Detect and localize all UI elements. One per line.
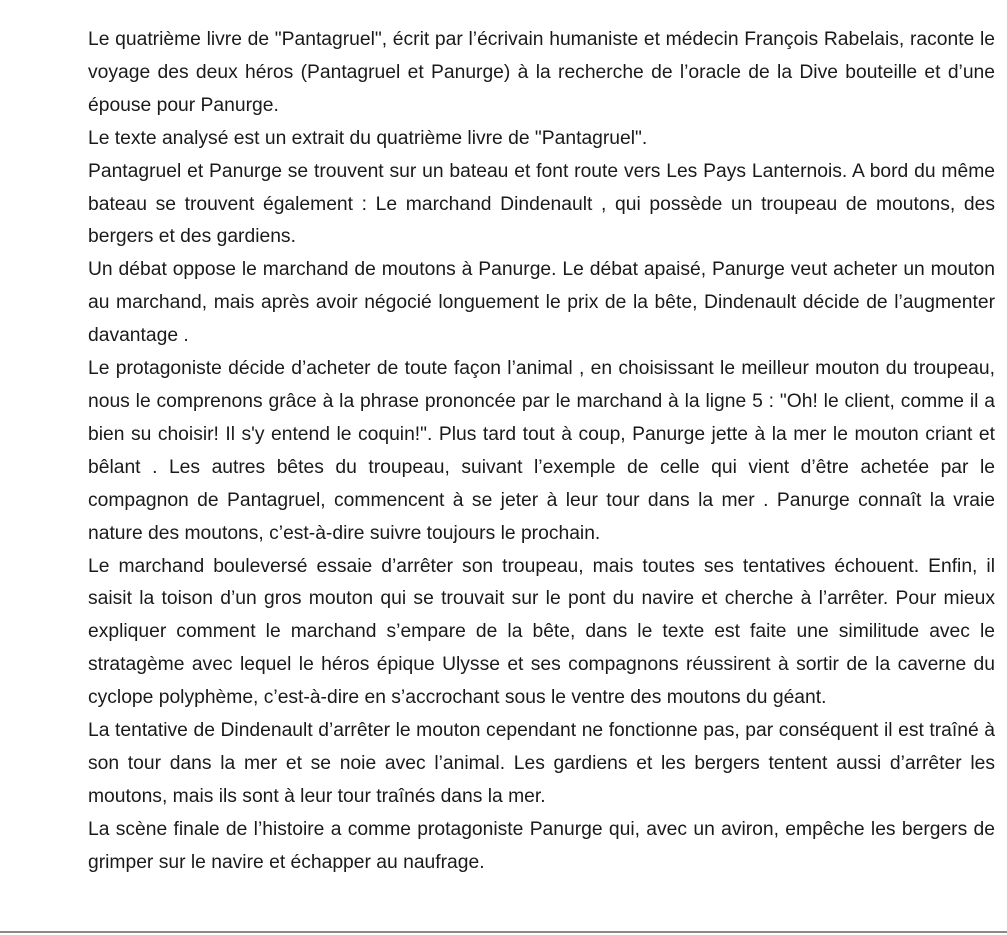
paragraph-setting: Pantagruel et Panurge se trouvent sur un bateau et font route vers Les Pays Lanternois. A bord du même bateau se trouvent également : Le marchand Dindenault , qui possède un troupeau de moutons, des bergers et des gardiens. bbox=[88, 160, 995, 248]
page-bottom-divider bbox=[0, 931, 1007, 933]
document-body bbox=[88, 24, 995, 880]
paragraph-drowning: La tentative de Dindenault d’arrêter le mouton cependant ne fonctionne pas, par conséquent il est traîné à son tour dans la mer et se noie avec l’animal. Les gardiens et les bergers tentent aussi d’arrêter les moutons, mais ils sont à leur tour traînés dans la mer. bbox=[88, 720, 995, 807]
paragraph-debate: Un débat oppose le marchand de moutons à Panurge. Le débat apaisé, Panurge veut acheter un mouton au marchand, mais après avoir négocié longuement le prix de la bête, Dindenault décide de l’augmenter davantage . bbox=[88, 259, 995, 347]
paragraph-intro: Le quatrième livre de "Pantagruel", écrit par l’écrivain humaniste et médecin François Rabelais, raconte le voyage des deux héros (Pantagruel et Panurge) à la recherche de l’oracle de la Dive bouteille et d’une épouse pour Panurge. bbox=[88, 29, 995, 116]
paragraph-merchant: Le marchand bouleversé essaie d’arrêter son troupeau, mais toutes ses tentatives échouent. Enfin, il saisit la toison d’un gros mouton qui se trouvait sur le pont du navire et cherche à l’arrêter. Pour mieux expliquer comment le marchand s’empare de la bête, dans le texte est faite une similitude avec le stratagème avec lequel le héros épique Ulysse et ses compagnons réussirent à sortir de la caverne du cyclope polyphème, c’est-à-dire en s’accrochant sous le ventre des moutons du géant. bbox=[88, 555, 995, 709]
paragraph-finale: La scène finale de l’histoire a comme protagoniste Panurge qui, avec un aviron, empêche les bergers de grimper sur le navire et échapper au naufrage. bbox=[88, 818, 995, 873]
paragraph-purchase: Le protagoniste décide d’acheter de toute façon l’animal , en choisissant le meilleur mouton du troupeau, nous le comprenons grâce à la phrase prononcée par le marchand à la ligne 5 : "Oh! le client, comme il a bien su choisir! Il s'y entend le coquin!". Plus tard tout à coup, Panurge jette à la mer le mouton criant et bêlant . Les autres bêtes du troupeau, suivant l’exemple de celle qui vient d’être achetée par le compagnon de Pantagruel, commencent à se jeter à leur tour dans la mer . Panurge connaît la vraie nature des moutons, c’est-à-dire suivre toujours le prochain. bbox=[88, 358, 995, 544]
paragraph-extract: Le texte analysé est un extrait du quatrième livre de "Pantagruel". bbox=[88, 127, 648, 149]
